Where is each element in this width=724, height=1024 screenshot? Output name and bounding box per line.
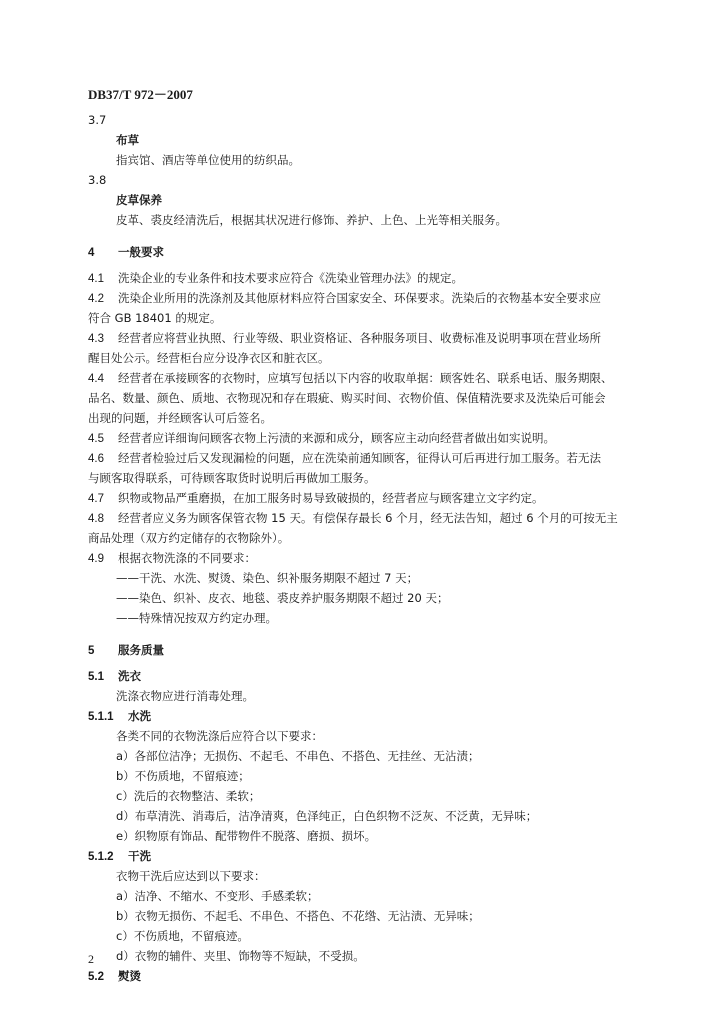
- term-title: 皮草保养: [116, 193, 162, 207]
- subsection-heading: [88, 966, 668, 986]
- list-item: ——染色、织补、皮衣、地毯、裘皮养护服务期限不超过 20 天；: [116, 591, 449, 605]
- clause-paragraph: [88, 488, 668, 508]
- term-definition: 指宾馆、酒店等单位使用的纺织品。: [116, 153, 300, 167]
- list-item: a）各部位洁净；无损伤、不起毛、不串色、不搭色、无挂丝、无沾渍；: [116, 749, 480, 763]
- clause-text: 洗染企业所用的洗涤剂及其他原材料应符合国家安全、环保要求。洗染后的衣物基本安全要求应: [118, 291, 601, 305]
- section-title: 一般要求: [118, 245, 164, 259]
- clause-paragraph: [88, 508, 668, 528]
- section-number: 4: [88, 247, 95, 259]
- clause-number: 4.8: [88, 513, 104, 525]
- clause-number: 4.6: [88, 453, 104, 465]
- clause-paragraph: [88, 428, 668, 448]
- document-body: [88, 110, 668, 986]
- clause-paragraph: [88, 368, 668, 388]
- list-item: c）不伤质地，不留痕迹。: [116, 929, 249, 943]
- subsection-title: 熨烫: [118, 969, 141, 983]
- clause-paragraph: [88, 268, 668, 288]
- list-item: b）不伤质地，不留痕迹；: [116, 769, 250, 783]
- list-item: d）布草清洗、消毒后，洁净清爽，色泽纯正，白色织物不泛灰、不泛黄，无异味；: [116, 809, 538, 823]
- list-item: d）衣物的辅件、夹里、饰物等不短缺，不受损。: [116, 949, 365, 963]
- clause-continuation: 符合 GB 18401 的规定。: [88, 311, 222, 325]
- subsection-title: 水洗: [128, 709, 151, 723]
- clause-number: 4.4: [88, 373, 104, 385]
- clause-text: 经营者应详细询问顾客衣物上污渍的来源和成分，顾客应主动向经营者做出如实说明。: [118, 431, 555, 445]
- section-heading: [88, 242, 668, 262]
- clause-number: 4.3: [88, 333, 104, 345]
- clause-number: 4.2: [88, 293, 104, 305]
- list-item: ——特殊情况按双方约定办理。: [116, 611, 277, 625]
- clause-number: 4.9: [88, 553, 104, 565]
- clause-continuation: 商品处理（双方约定储存的衣物除外）。: [88, 531, 290, 545]
- list-item: a）洁净、不缩水、不变形、手感柔软；: [116, 889, 319, 903]
- standard-code: DB37/T 972－2007: [88, 87, 193, 102]
- clause-paragraph: [88, 288, 668, 308]
- list-item: b）衣物无损伤、不起毛、不串色、不搭色、不花绺、无沾渍、无异味；: [116, 909, 480, 923]
- clause-number: 4.5: [88, 433, 104, 445]
- subsection-number: 5.1.2: [88, 851, 114, 863]
- list-item: e）织物原有饰品、配带物件不脱落、磨损、损坏。: [116, 829, 377, 843]
- clause-continuation: 与顾客取得联系，可待顾客取货时说明后再做加工服务。: [88, 471, 376, 485]
- clause-text: 经营者应将营业执照、行业等级、职业资格证、各种服务项目、收费标准及说明事项在营业场所: [118, 331, 601, 345]
- clause-text: 各类不同的衣物洗涤后应符合以下要求：: [116, 729, 323, 743]
- clause-text: 衣物干洗后应达到以下要求：: [116, 869, 266, 883]
- clause-paragraph: [88, 448, 668, 468]
- subsection-title: 干洗: [128, 849, 151, 863]
- subsection-number: 5.1.1: [88, 711, 114, 723]
- clause-text: 经营者检验过后又发现漏检的问题，应在洗染前通知顾客，征得认可后再进行加工服务。若无法: [118, 451, 601, 465]
- subsection-heading: [88, 846, 668, 866]
- list-item: ——干洗、水洗、熨烫、染色、织补服务期限不超过 7 天；: [116, 571, 419, 585]
- clause-continuation: 出现的问题，并经顾客认可后签名。: [88, 411, 272, 425]
- page-number: 2: [88, 952, 94, 966]
- clause-text: 经营者应义务为顾客保管衣物 15 天。有偿保存最长 6 个月，经无法告知，超过 6 个月的可按无主: [118, 511, 618, 525]
- section-heading: [88, 640, 668, 660]
- clause-continuation: 品名、数量、颜色、质地、衣物现况和存在瑕疵、购买时间、衣物价值、保值精洗要求及洗染后可能会: [88, 391, 606, 405]
- subsection-title: 洗衣: [118, 669, 141, 683]
- clause-text: 经营者在承接顾客的衣物时，应填写包括以下内容的收取单据：顾客姓名、联系电话、服务期限、: [118, 371, 613, 385]
- term-title: 布草: [116, 133, 139, 147]
- term-definition: 皮革、裘皮经清洗后，根据其状况进行修饰、养护、上色、上光等相关服务。: [116, 213, 507, 227]
- subsection-heading: [88, 666, 668, 686]
- list-item: c）洗后的衣物整洁、柔软；: [116, 789, 261, 803]
- clause-number: 3.8: [88, 173, 107, 187]
- subsection-heading: [88, 706, 668, 726]
- subsection-number: 5.2: [88, 971, 104, 983]
- section-title: 服务质量: [118, 643, 164, 657]
- clause-text: 洗涤衣物应进行消毒处理。: [116, 689, 254, 703]
- clause-number: 4.1: [88, 273, 104, 285]
- clause-continuation: 醒目处公示。经营柜台应分设净衣区和脏衣区。: [88, 351, 330, 365]
- clause-number: 3.7: [88, 113, 107, 127]
- clause-paragraph: [88, 328, 668, 348]
- section-number: 5: [88, 645, 95, 657]
- clause-text: 根据衣物洗涤的不同要求：: [118, 551, 256, 565]
- clause-paragraph: [88, 548, 668, 568]
- clause-text: 织物或物品严重磨损，在加工服务时易导致破损的，经营者应与顾客建立文字约定。: [118, 491, 544, 505]
- clause-text: 洗染企业的专业条件和技术要求应符合《洗染业管理办法》的规定。: [118, 271, 463, 285]
- clause-number: 4.7: [88, 493, 104, 505]
- subsection-number: 5.1: [88, 671, 104, 683]
